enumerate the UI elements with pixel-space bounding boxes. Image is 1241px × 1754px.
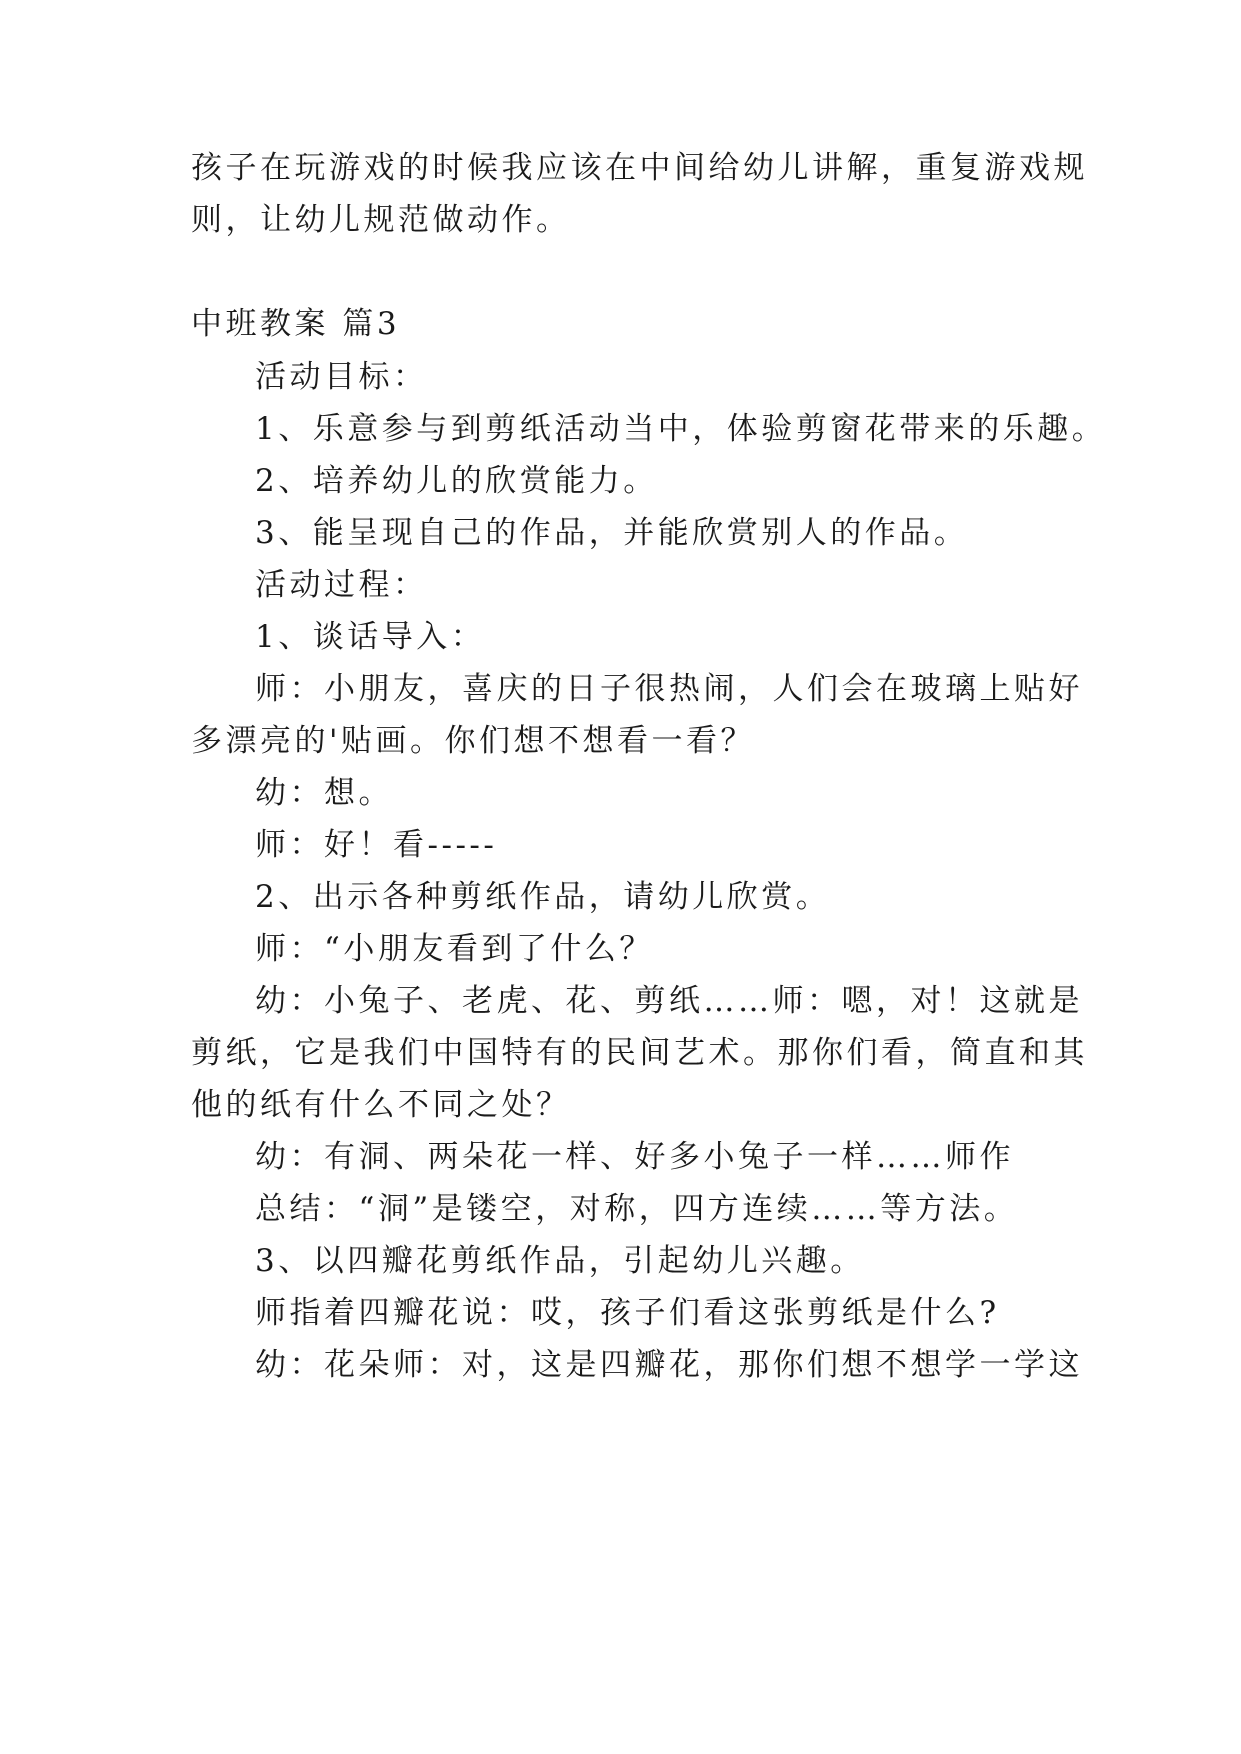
body-line: 多漂亮的'贴画。你们想不想看一看？ xyxy=(191,723,756,759)
body-line: 3、能呈现自己的作品，并能欣赏别人的作品。 xyxy=(255,515,969,551)
body-line: 幼：想。 xyxy=(255,775,393,811)
body-line: 1、谈话导入： xyxy=(255,619,486,655)
body-line: 1、乐意参与到剪纸活动当中，体验剪窗花带来的乐趣。 xyxy=(255,411,1107,447)
body-line: 师：“小朋友看到了什么？ xyxy=(255,931,654,967)
body-line: 2、出示各种剪纸作品，请幼儿欣赏。 xyxy=(255,879,831,915)
body-line: 幼：小兔子、老虎、花、剪纸……师：嗯，对！这就是 xyxy=(255,983,1083,1019)
body-line: 总结：“洞”是镂空，对称，四方连续……等方法。 xyxy=(255,1191,1019,1227)
intro-line-2: 则，让幼儿规范做动作。 xyxy=(191,202,571,238)
section-title: 中班教案 篇3 xyxy=(191,306,401,342)
body-line: 师：小朋友，喜庆的日子很热闹，人们会在玻璃上贴好 xyxy=(255,671,1083,707)
body-line: 幼：有洞、两朵花一样、好多小兔子一样……师作 xyxy=(255,1139,1014,1175)
body-line: 2、培养幼儿的欣赏能力。 xyxy=(255,463,658,499)
body-line: 师指着四瓣花说：哎，孩子们看这张剪纸是什么? xyxy=(255,1295,1000,1331)
body-line: 活动过程： xyxy=(255,567,428,603)
body-line: 他的纸有什么不同之处？ xyxy=(191,1087,571,1123)
body-line: 活动目标： xyxy=(255,359,428,395)
body-line: 剪纸，它是我们中国特有的民间艺术。那你们看，简直和其 xyxy=(191,1035,1088,1071)
body-line: 3、以四瓣花剪纸作品，引起幼儿兴趣。 xyxy=(255,1243,865,1279)
body-line: 师：好！看----- xyxy=(255,827,498,863)
intro-line-1: 孩子在玩游戏的时候我应该在中间给幼儿讲解，重复游戏规 xyxy=(191,150,1088,186)
body-line: 幼：花朵师：对，这是四瓣花，那你们想不想学一学这 xyxy=(255,1347,1083,1383)
